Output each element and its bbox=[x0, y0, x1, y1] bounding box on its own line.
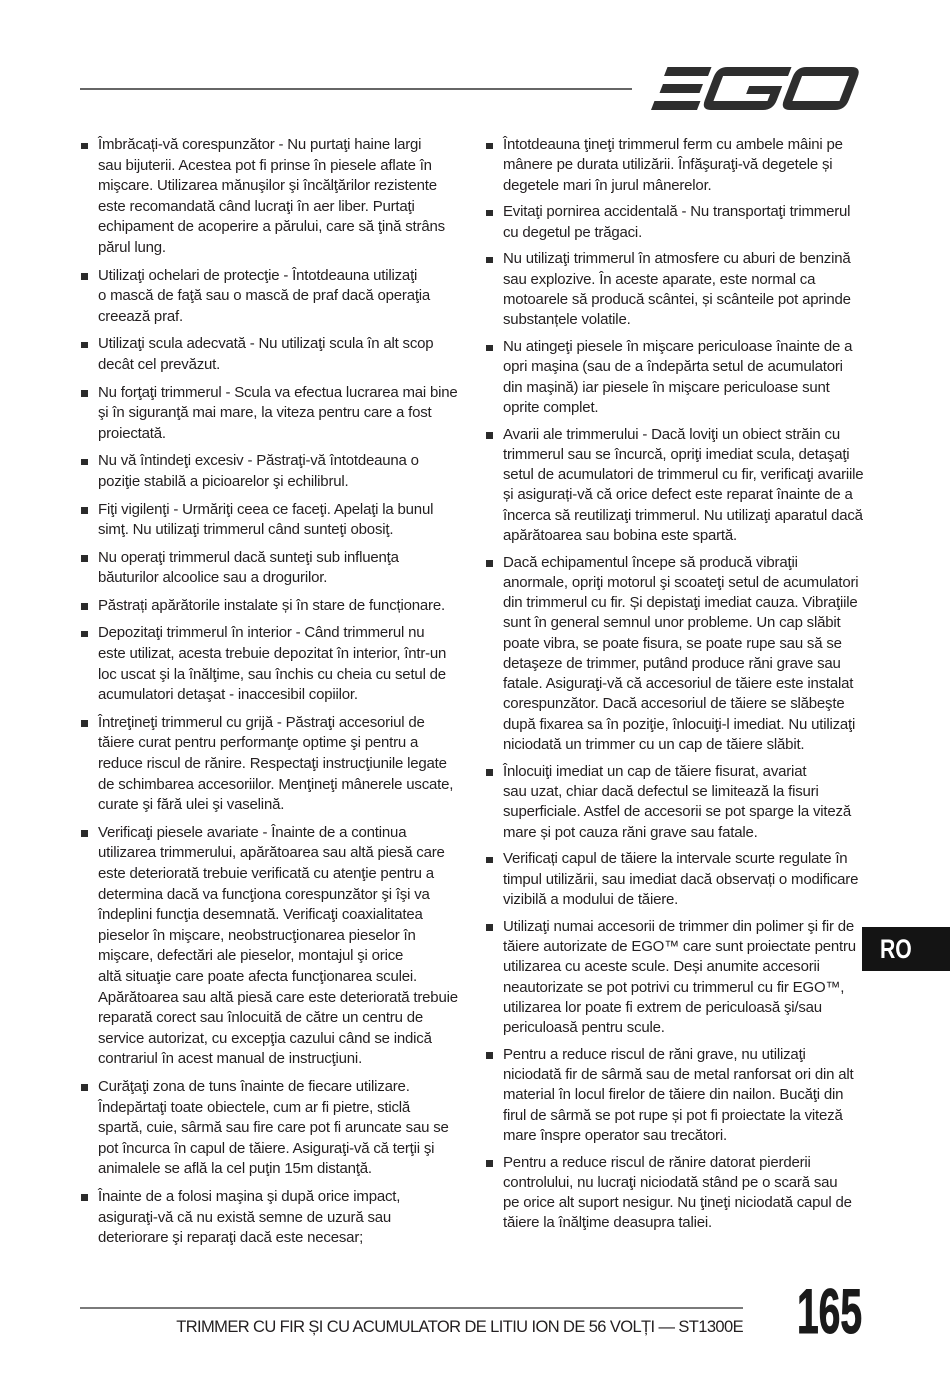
list-item-line: setul de acumulatori de trimmerul cu fir, verificaţi avariile bbox=[503, 466, 864, 484]
list-item-line: material în locul firelor de tăiere din nailon. Bucăţi din bbox=[503, 1086, 844, 1104]
bullet-square-icon bbox=[81, 830, 88, 837]
bullet-square-icon bbox=[486, 257, 493, 264]
list-item bbox=[98, 451, 464, 492]
list-item bbox=[98, 623, 464, 705]
list-item bbox=[503, 202, 865, 243]
list-item-line: timpul utilizării, sau imediat dacă observați o modificare bbox=[503, 870, 859, 888]
list-item-line: creează praf. bbox=[98, 307, 183, 325]
list-item bbox=[98, 383, 464, 445]
bullet-square-icon bbox=[81, 390, 88, 397]
list-item-line: animalele se află la cel puţin 15m distanţă. bbox=[98, 1160, 372, 1178]
list-item bbox=[503, 425, 865, 547]
list-item bbox=[98, 334, 464, 375]
bullet-square-icon bbox=[486, 857, 493, 864]
list-item-line: reduce riscul de rănire. Respectaţi instrucţiunile legate bbox=[98, 755, 447, 773]
list-item-line: echipament de acoperire a părului, care să ţină strâns bbox=[98, 218, 445, 236]
list-item-line: neautorizate se pot potrivi cu trimmerul cu fir EGO™, bbox=[503, 978, 845, 996]
list-item bbox=[503, 1045, 865, 1146]
list-item-line: Întotdeauna ţineţi trimmerul ferm cu ambele mâini pe bbox=[503, 136, 843, 153]
list-item-line: oprite complet. bbox=[503, 398, 599, 416]
bullet-square-icon bbox=[486, 432, 493, 439]
list-item bbox=[98, 1187, 464, 1249]
list-item bbox=[503, 917, 865, 1039]
list-item-line: Utilizaţi numai accesorii de trimmer din polimer şi fir de bbox=[503, 917, 855, 935]
list-item-line: simţ. Nu utilizaţi trimmerul când sunteţi obosiţ. bbox=[98, 521, 394, 539]
list-item-line: deteriorare şi reparaţi dacă este necesar; bbox=[98, 1229, 364, 1247]
list-item-line: anormale, opriţi motorul şi scoateţi setul de acumulatori bbox=[503, 573, 859, 591]
list-item-line: altă situaţie care poate afecta funcţionarea sculei. bbox=[98, 967, 417, 985]
list-item-line: din trimmerul cu fir. Și depistaţi imediat cauza. Vibraţiile bbox=[503, 594, 858, 612]
list-item bbox=[98, 548, 464, 589]
bullet-square-icon bbox=[486, 143, 493, 150]
list-item-line: Utilizaţi scula adecvată - Nu utilizaţi scula în alt scop bbox=[98, 335, 434, 353]
list-item-line: Pentru a reduce riscul de răni grave, nu utilizaţi bbox=[503, 1045, 806, 1063]
list-item-line: niciodată un trimmer cu un cap de tăiere slăbit. bbox=[503, 735, 805, 753]
list-item-line: vizibilă a modului de tăiere. bbox=[503, 890, 679, 908]
list-item-line: Dacă echipamentul începe să producă vibraţii bbox=[503, 553, 798, 571]
list-item-line: Curăţaţi zona de tuns înainte de fiecare utilizare. bbox=[98, 1077, 410, 1095]
list-item-line: mare înspre operator sau trecători. bbox=[503, 1126, 727, 1144]
list-item-line: reparată corect sau înlocuită de către un centru de bbox=[98, 1009, 424, 1027]
list-item-line: pe orice alt suport nesigur. Nu ţineţi niciodată capul de bbox=[503, 1194, 852, 1212]
list-item-line: este recomandată când lucraţi în aer liber. Purtaţi bbox=[98, 197, 415, 215]
list-item-line: Depozitaţi trimmerul în interior - Când trimmerul nu bbox=[98, 624, 425, 642]
list-item-line: motoarele să producă scântei, și scânteile pot aprinde bbox=[503, 290, 851, 308]
list-item-line: și asigurați-vă că orice defect este reparat înainte de a bbox=[503, 486, 853, 504]
list-item-line: niciodată fir de sârmă sau de metal ranforsat ori din alt bbox=[503, 1066, 854, 1084]
list-item bbox=[503, 762, 865, 843]
bullet-square-icon bbox=[81, 603, 88, 610]
list-item bbox=[503, 249, 865, 330]
bullet-square-icon bbox=[81, 507, 88, 514]
list-item-line: fatale. Asiguraţi-vă că accesoriul de tăiere este instalat bbox=[503, 675, 854, 693]
list-item-line: proiectată. bbox=[98, 424, 166, 442]
list-item-line: Nu vă întindeţi excesiv - Păstraţi-vă întotdeauna o bbox=[98, 452, 419, 470]
bullet-square-icon bbox=[486, 1160, 493, 1167]
list-item-line: după fixarea sa în poziţie, înlocuiţi-l imediat. Nu utilizaţi bbox=[503, 715, 856, 733]
left-column-list bbox=[98, 135, 464, 1256]
list-item-line: Pentru a reduce riscul de rănire datorat pierderii bbox=[503, 1153, 811, 1171]
list-item bbox=[98, 500, 464, 541]
list-item bbox=[98, 713, 464, 816]
page-number: 165 bbox=[796, 1277, 862, 1347]
list-item-line: poziţie stabilă a picioarelor şi echilibrul. bbox=[98, 472, 349, 490]
list-item-line: tăiere autorizate de EGO™ care sunt proiectate pentru bbox=[503, 938, 856, 955]
list-item bbox=[98, 266, 464, 328]
list-item-line: Îndepărtaţi toate obiectele, cum ar fi pietre, sticlă bbox=[98, 1098, 411, 1116]
list-item bbox=[503, 849, 865, 910]
list-item-line: şi în siguranţă mai mare, la viteza pentru care a fost bbox=[98, 404, 432, 422]
list-item-line: de schimbarea accesoriilor. Menţineţi mânerele uscate, bbox=[98, 775, 454, 793]
list-item-line: substanțele volatile. bbox=[503, 311, 631, 329]
bullet-square-icon bbox=[81, 555, 88, 562]
list-item-line: Fiţi vigilenţi - Urmăriţi ceea ce faceţi. Apelaţi la bunul bbox=[98, 500, 434, 518]
list-item-line: mânere pe durata utilizării. Înfăşuraţi-vă degetele și bbox=[503, 156, 833, 174]
list-item-line: loc uscat şi la înălţime, sau închis cu cheia cu setul de bbox=[98, 665, 446, 683]
bullet-square-icon bbox=[81, 459, 88, 466]
list-item-line: băuturilor alcoolice sau a drogurilor. bbox=[98, 569, 328, 587]
list-item-line: firul de sârmă se pot rupe și pot fi proiectate la viteză bbox=[503, 1106, 843, 1124]
list-item-line: asiguraţi-vă că nu există semne de uzură sau bbox=[98, 1208, 392, 1226]
list-item-line: sau uzat, chiar dacă defectul se limitează la fisuri bbox=[503, 783, 819, 801]
list-item-line: trimmerul sau se încurcă, opriţi imediat scula, detaşaţi bbox=[503, 445, 850, 463]
ego-logo bbox=[651, 67, 863, 111]
list-item bbox=[503, 337, 865, 418]
bullet-square-icon bbox=[486, 210, 493, 217]
list-item-line: din maşină) iar piesele în mişcare periculoase sunt bbox=[503, 378, 830, 396]
list-item-line: Utilizaţi ochelari de protecţie - Întotdeauna utilizaţi bbox=[98, 266, 418, 284]
list-item-line: părul lung. bbox=[98, 238, 166, 256]
list-item-line: superficiale. Astfel de accesorii se pot sparge la viteză bbox=[503, 803, 851, 821]
list-item-line: service autorizat, cu excepţia cazului când se indică bbox=[98, 1029, 432, 1047]
list-item-line: pot încurca în capul de tăiere. Asiguraţi-vă că terţii şi bbox=[98, 1139, 435, 1157]
list-item-line: mişcare. Utilizarea mănuşilor şi încălţărilor rezistente bbox=[98, 177, 437, 195]
list-item-line: spartă, cuie, sârmă sau fire care pot fi aruncate sau se bbox=[98, 1119, 449, 1137]
list-item-line: Îmbrăcați-vă corespunzător - Nu purtaţi haine largi bbox=[98, 136, 422, 153]
list-item-line: sau explozive. În aceste aparate, este normal ca bbox=[503, 270, 816, 288]
list-item-line: o mască de faţă sau o mască de praf dacă operaţia bbox=[98, 287, 431, 305]
list-item-line: este deteriorată trebuie verificată cu atenţie pentru a bbox=[98, 865, 434, 882]
header-divider bbox=[80, 88, 632, 90]
list-item-line: acumulatori detaşat - inaccesibil copiilor. bbox=[98, 686, 358, 704]
list-item-line: curate şi fără ulei şi vaselină. bbox=[98, 796, 285, 814]
bullet-square-icon bbox=[81, 273, 88, 280]
list-item-line: decât cel prevăzut. bbox=[98, 355, 221, 373]
list-item bbox=[98, 1077, 464, 1180]
list-item-line: Întreţineţi trimmerul cu grijă - Păstraţi accesoriul de bbox=[98, 713, 425, 731]
list-item bbox=[503, 135, 865, 196]
list-item-line: Înainte de a folosi maşina şi după orice impact, bbox=[98, 1187, 401, 1205]
bullet-square-icon bbox=[486, 769, 493, 776]
footer-title: TRIMMER CU FIR ȘI CU ACUMULATOR DE LITIU ION DE 56 VOLȚI — ST1300E bbox=[176, 1318, 743, 1336]
list-item bbox=[503, 553, 865, 756]
list-item-line: detaşeze de trimmer, putând produce răni grave sau bbox=[503, 654, 841, 672]
list-item-line: Apărătoarea sau altă piesă care este deteriorată trebuie bbox=[98, 988, 458, 1006]
list-item-line: determina dacă va funcţiona corespunzător şi îşi va bbox=[98, 885, 430, 903]
bullet-square-icon bbox=[81, 143, 88, 150]
list-item bbox=[503, 1153, 865, 1234]
list-item-line: apărătoarea sau bobina este spartă. bbox=[503, 526, 738, 544]
bullet-square-icon bbox=[486, 345, 493, 352]
list-item-line: utilizarea trimmerului, apărătoarea sau altă piesă care bbox=[98, 844, 445, 862]
list-item-line: Nu forţaţi trimmerul - Scula va efectua lucrarea mai bine bbox=[98, 383, 458, 401]
list-item-line: Nu atingeţi piesele în mişcare periculoase înainte de a bbox=[503, 338, 853, 356]
list-item-line: utilizarea cu aceste scule. Deși anumite accesorii bbox=[503, 958, 820, 976]
language-tab bbox=[862, 927, 950, 971]
bullet-square-icon bbox=[486, 924, 493, 931]
list-item-line: Înlocuiţi imediat un cap de tăiere fisurat, avariat bbox=[503, 762, 807, 780]
list-item-line: tăiere curat pentru performanţe optime şi pentru a bbox=[98, 734, 419, 752]
list-item-line: sunt în general semnul unor probleme. Un cap slăbit bbox=[503, 614, 841, 632]
list-item-line: îndeplini funcţia desemnată. Verificaţi coaxialitatea bbox=[98, 906, 423, 924]
list-item-line: Evitaţi pornirea accidentală - Nu transportaţi trimmerul bbox=[503, 203, 851, 221]
list-item bbox=[98, 596, 464, 617]
list-item bbox=[98, 135, 464, 259]
list-item-line: degetele mari în jurul mânerelor. bbox=[503, 176, 712, 194]
footer-divider bbox=[80, 1307, 743, 1309]
bullet-square-icon bbox=[81, 342, 88, 349]
list-item-line: sau bijuterii. Acestea pot fi prinse în piesele aflate în bbox=[98, 156, 432, 174]
bullet-square-icon bbox=[486, 560, 493, 567]
list-item-line: tăiere la înălţime deasupra taliei. bbox=[503, 1214, 712, 1232]
language-label: RO bbox=[880, 934, 912, 964]
list-item-line: Verificaţi piesele avariate - Înainte de a continua bbox=[98, 823, 407, 841]
list-item-line: este utilizat, acesta trebuie depozitat în interior, într-un bbox=[98, 645, 447, 663]
list-item-line: mişcare, defectări ale pieselor, montajul şi orice bbox=[98, 947, 404, 965]
list-item-line: Nu utilizaţi trimmerul în atmosfere cu aburi de benzină bbox=[503, 250, 851, 268]
bullet-square-icon bbox=[81, 631, 88, 638]
list-item-line: periculoasă pentru scule. bbox=[503, 1019, 665, 1036]
list-item-line: controlului, nu lucraţi niciodată stând pe o scară sau bbox=[503, 1173, 838, 1191]
list-item-line: încerca să reutilizaţi trimmerul. Nu utilizaţi aparatul dacă bbox=[503, 506, 863, 524]
list-item-line: opri maşina (sau de a îndepărta setul de acumulatori bbox=[503, 358, 843, 376]
list-item-line: Verificați capul de tăiere la intervale scurte regulate în bbox=[503, 850, 848, 868]
right-column-list bbox=[503, 135, 865, 1240]
list-item-line: Avarii ale trimmerului - Dacă loviţi un obiect străin cu bbox=[503, 425, 840, 443]
list-item-line: Nu operaţi trimmerul dacă sunteţi sub influenţa bbox=[98, 548, 399, 566]
list-item-line: corespunzător. Dacă accesoriul de tăiere se slăbeşte bbox=[503, 695, 845, 713]
list-item bbox=[98, 823, 464, 1070]
list-item-line: contrariul în acest manual de instrucţiuni. bbox=[98, 1050, 363, 1068]
list-item-line: mare și pot cauza răni grave sau fatale. bbox=[503, 823, 758, 841]
list-item-line: Păstrați apărătorile instalate și în stare de funcționare. bbox=[98, 596, 445, 614]
bullet-square-icon bbox=[81, 720, 88, 727]
list-item-line: pieselor în mişcare, neobstrucţionarea pieselor în bbox=[98, 926, 416, 944]
list-item-line: poate vibra, se poate fisura, se poate rupe sau să se bbox=[503, 634, 842, 652]
bullet-square-icon bbox=[486, 1052, 493, 1059]
list-item-line: cu degetul pe trăgaci. bbox=[503, 223, 643, 241]
bullet-square-icon bbox=[81, 1084, 88, 1091]
list-item-line: utilizarea lor poate fi extrem de periculoasă şi/sau bbox=[503, 998, 822, 1016]
bullet-square-icon bbox=[81, 1194, 88, 1201]
